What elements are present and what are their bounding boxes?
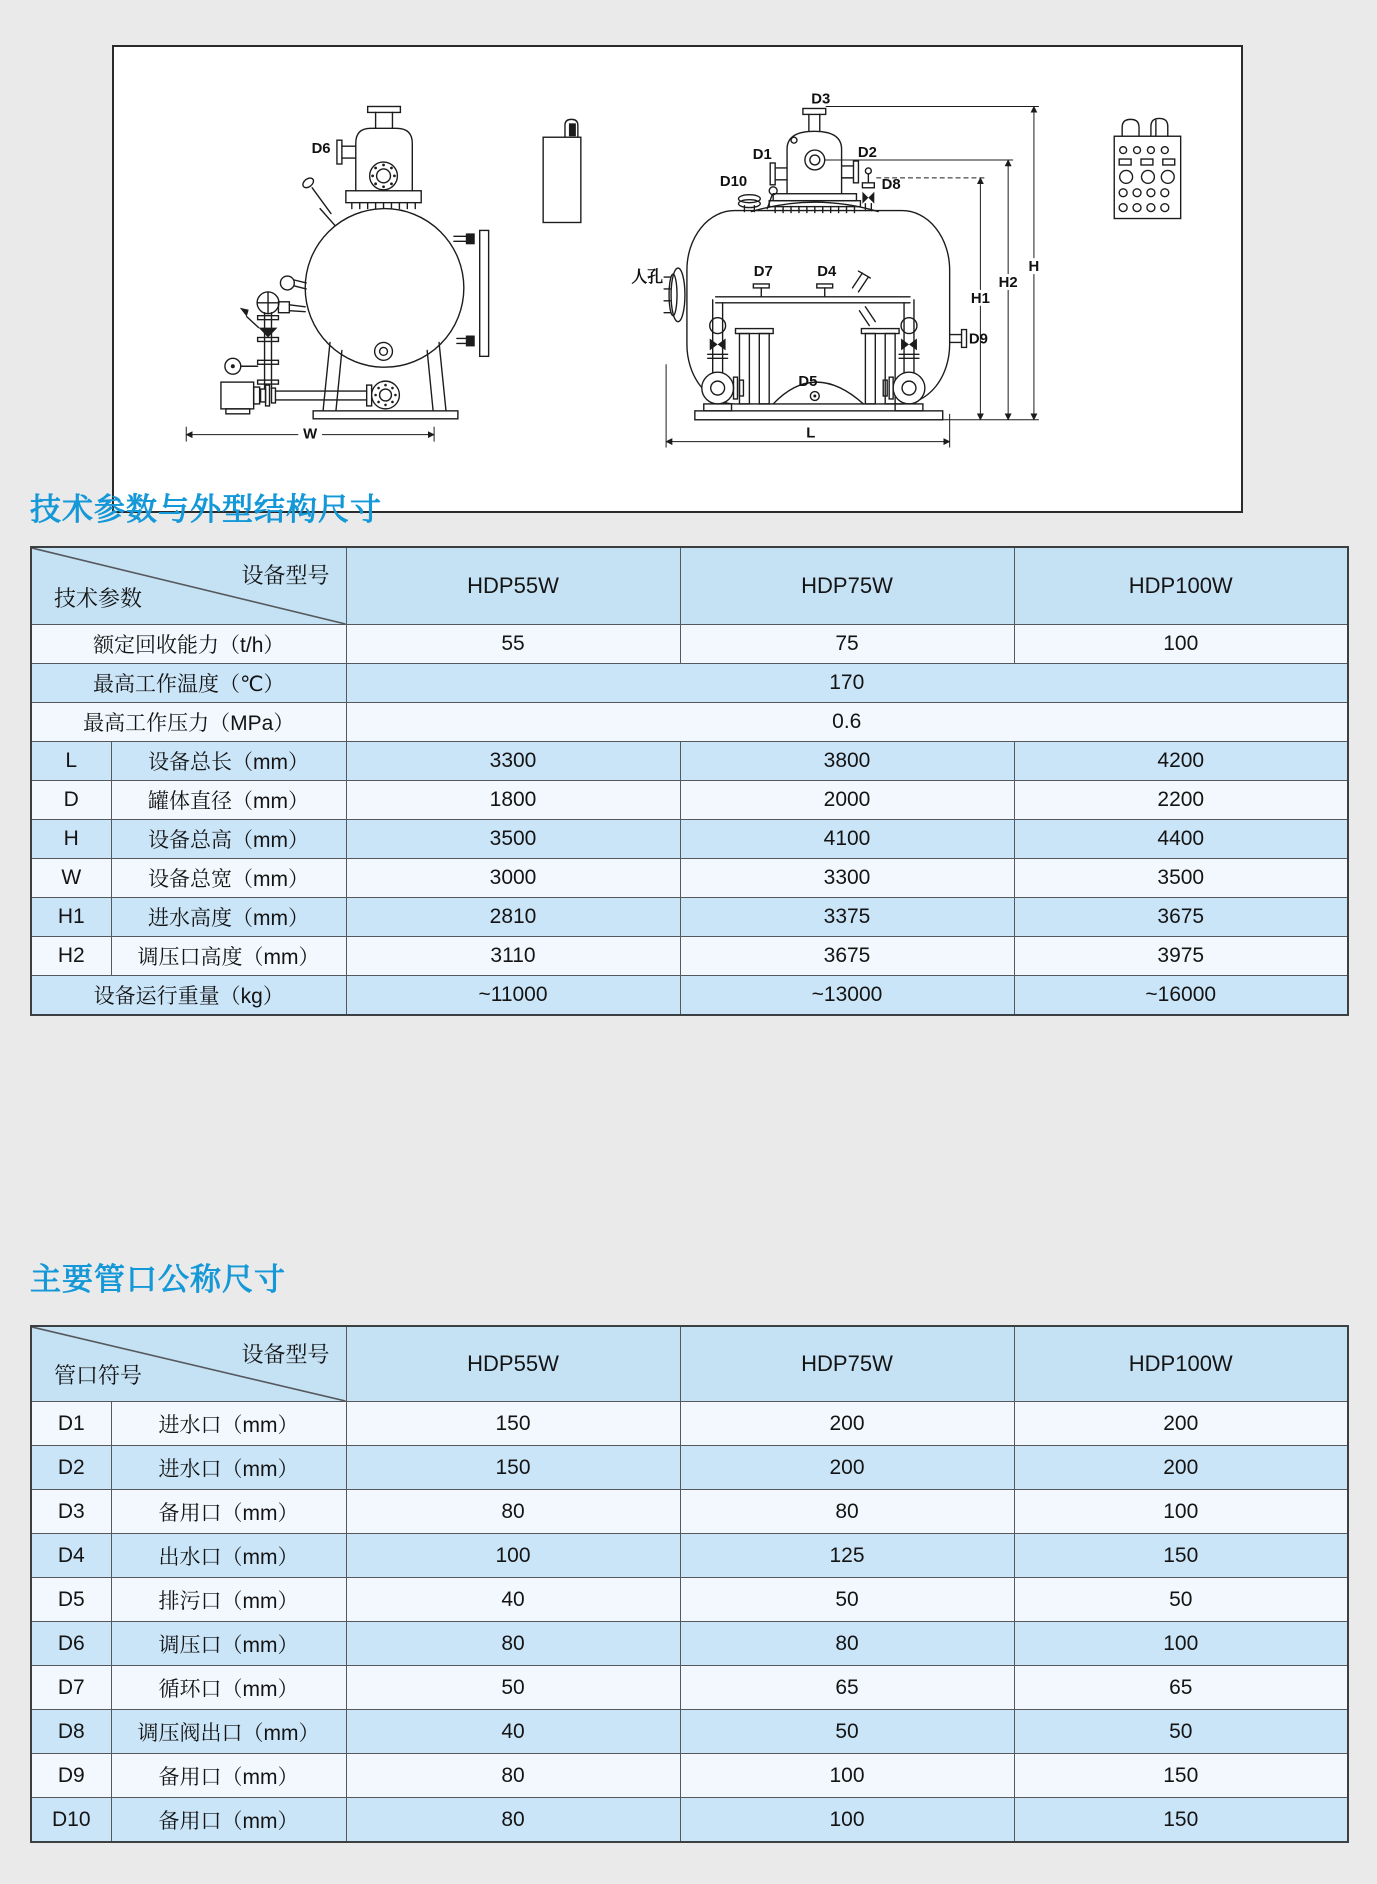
row-symbol: H2 bbox=[31, 937, 111, 976]
table-row bbox=[31, 976, 1348, 1016]
table-row bbox=[31, 703, 1348, 742]
table-header-corner bbox=[31, 547, 346, 625]
row-label: 调压口高度（mm） bbox=[111, 937, 346, 976]
table-header-row bbox=[31, 1326, 1348, 1402]
row-symbol: D7 bbox=[31, 1666, 111, 1710]
row-label: 备用口（mm） bbox=[111, 1754, 346, 1798]
row-value: 3975 bbox=[1014, 937, 1348, 976]
row-symbol: D10 bbox=[31, 1798, 111, 1843]
row-value-merged: 0.6 bbox=[346, 703, 1348, 742]
technical-drawing-panel bbox=[112, 45, 1243, 513]
model-column-header: HDP100W bbox=[1014, 547, 1348, 625]
row-value: 55 bbox=[346, 625, 680, 664]
row-value: 200 bbox=[1014, 1446, 1348, 1490]
row-label: 设备总长（mm） bbox=[111, 742, 346, 781]
row-symbol: W bbox=[31, 859, 111, 898]
row-symbol: D1 bbox=[31, 1402, 111, 1446]
row-label: 进水口（mm） bbox=[111, 1402, 346, 1446]
row-label: 备用口（mm） bbox=[111, 1490, 346, 1534]
table-header-row bbox=[31, 547, 1348, 625]
row-value: 100 bbox=[1014, 1622, 1348, 1666]
row-value: 1800 bbox=[346, 781, 680, 820]
table-row bbox=[31, 1402, 1348, 1446]
model-column-header: HDP75W bbox=[680, 547, 1014, 625]
row-value: 65 bbox=[680, 1666, 1014, 1710]
control-cabinet-side bbox=[543, 119, 581, 222]
row-value: 80 bbox=[346, 1754, 680, 1798]
label-dim-w: W bbox=[303, 426, 318, 443]
row-value: 80 bbox=[346, 1490, 680, 1534]
row-value: 150 bbox=[1014, 1754, 1348, 1798]
row-value: 50 bbox=[680, 1578, 1014, 1622]
row-value: 3300 bbox=[680, 859, 1014, 898]
row-value: 50 bbox=[1014, 1578, 1348, 1622]
row-symbol: D5 bbox=[31, 1578, 111, 1622]
row-label: 备用口（mm） bbox=[111, 1798, 346, 1843]
row-value: 150 bbox=[346, 1446, 680, 1490]
control-cabinet-front bbox=[1114, 118, 1180, 218]
row-value: 2200 bbox=[1014, 781, 1348, 820]
row-value: ~16000 bbox=[1014, 976, 1348, 1016]
table-row bbox=[31, 1534, 1348, 1578]
table-row bbox=[31, 859, 1348, 898]
row-value: 3800 bbox=[680, 742, 1014, 781]
row-label: 额定回收能力（t/h） bbox=[31, 625, 346, 664]
row-symbol: H bbox=[31, 820, 111, 859]
row-value: 100 bbox=[346, 1534, 680, 1578]
table-row bbox=[31, 1490, 1348, 1534]
table-row bbox=[31, 1578, 1348, 1622]
header-corner-port: 管口符号 bbox=[54, 1363, 143, 1388]
row-label: 设备总宽（mm） bbox=[111, 859, 346, 898]
row-value: ~13000 bbox=[680, 976, 1014, 1016]
row-value: 3675 bbox=[680, 937, 1014, 976]
label-dim-l: L bbox=[806, 425, 816, 442]
label-manhole: 人孔 bbox=[631, 268, 664, 286]
row-value: 40 bbox=[346, 1710, 680, 1754]
model-column-header: HDP55W bbox=[346, 547, 680, 625]
row-value: 3110 bbox=[346, 937, 680, 976]
spec-table bbox=[30, 546, 1349, 1016]
table-row bbox=[31, 781, 1348, 820]
row-value: 4100 bbox=[680, 820, 1014, 859]
row-value: 100 bbox=[1014, 625, 1348, 664]
row-value: 65 bbox=[1014, 1666, 1348, 1710]
table-row bbox=[31, 742, 1348, 781]
row-value: 80 bbox=[680, 1490, 1014, 1534]
row-label: 最高工作压力（MPa） bbox=[31, 703, 346, 742]
label-dim-h2: H2 bbox=[998, 274, 1018, 291]
row-symbol: D2 bbox=[31, 1446, 111, 1490]
row-value: 50 bbox=[680, 1710, 1014, 1754]
label-d8: D8 bbox=[881, 176, 901, 193]
label-d10: D10 bbox=[719, 173, 748, 190]
row-value: 100 bbox=[680, 1798, 1014, 1843]
row-value: 3500 bbox=[1014, 859, 1348, 898]
row-symbol: D bbox=[31, 781, 111, 820]
row-value: 100 bbox=[680, 1754, 1014, 1798]
table-row bbox=[31, 1710, 1348, 1754]
header-corner-model: 设备型号 bbox=[241, 1342, 330, 1367]
row-value: 3300 bbox=[346, 742, 680, 781]
header-corner-param: 技术参数 bbox=[54, 586, 143, 611]
row-value: 2810 bbox=[346, 898, 680, 937]
row-value: 200 bbox=[680, 1402, 1014, 1446]
row-value: 150 bbox=[1014, 1534, 1348, 1578]
section-title-specs: 技术参数与外型结构尺寸 bbox=[30, 492, 382, 527]
row-symbol: H1 bbox=[31, 898, 111, 937]
row-label: 调压口（mm） bbox=[111, 1622, 346, 1666]
equipment-line-drawing bbox=[114, 47, 1241, 511]
row-value: 4400 bbox=[1014, 820, 1348, 859]
table-row bbox=[31, 1446, 1348, 1490]
row-value: 40 bbox=[346, 1578, 680, 1622]
label-d4: D4 bbox=[817, 264, 837, 281]
ports-table bbox=[30, 1325, 1349, 1843]
model-column-header: HDP75W bbox=[680, 1326, 1014, 1402]
table-row bbox=[31, 1798, 1348, 1843]
row-label: 排污口（mm） bbox=[111, 1578, 346, 1622]
row-symbol: D6 bbox=[31, 1622, 111, 1666]
row-label: 最高工作温度（℃） bbox=[31, 664, 346, 703]
row-value: 4200 bbox=[1014, 742, 1348, 781]
row-symbol: D9 bbox=[31, 1754, 111, 1798]
row-value: 80 bbox=[680, 1622, 1014, 1666]
label-d2: D2 bbox=[857, 145, 877, 162]
row-value: 3500 bbox=[346, 820, 680, 859]
row-label: 循环口（mm） bbox=[111, 1666, 346, 1710]
tank-front-view bbox=[664, 108, 966, 419]
row-value: 50 bbox=[346, 1666, 680, 1710]
label-d6: D6 bbox=[311, 141, 331, 158]
row-value: 3375 bbox=[680, 898, 1014, 937]
label-d9: D9 bbox=[968, 331, 988, 348]
row-value: 50 bbox=[1014, 1710, 1348, 1754]
row-value: 2000 bbox=[680, 781, 1014, 820]
row-label: 调压阀出口（mm） bbox=[111, 1710, 346, 1754]
row-value: 80 bbox=[346, 1622, 680, 1666]
tank-end-view bbox=[221, 106, 489, 418]
row-value: 3000 bbox=[346, 859, 680, 898]
row-symbol: D4 bbox=[31, 1534, 111, 1578]
row-value: 150 bbox=[1014, 1798, 1348, 1843]
table-row bbox=[31, 898, 1348, 937]
row-value: 125 bbox=[680, 1534, 1014, 1578]
model-column-header: HDP100W bbox=[1014, 1326, 1348, 1402]
row-value: 100 bbox=[1014, 1490, 1348, 1534]
row-label: 进水口（mm） bbox=[111, 1446, 346, 1490]
row-symbol: D3 bbox=[31, 1490, 111, 1534]
model-column-header: HDP55W bbox=[346, 1326, 680, 1402]
table-row bbox=[31, 937, 1348, 976]
label-d7: D7 bbox=[753, 264, 773, 281]
table-row bbox=[31, 1666, 1348, 1710]
row-value: 150 bbox=[346, 1402, 680, 1446]
row-label: 设备运行重量（kg） bbox=[31, 976, 346, 1016]
table-row bbox=[31, 820, 1348, 859]
table-row bbox=[31, 625, 1348, 664]
row-value: 200 bbox=[1014, 1402, 1348, 1446]
label-d1: D1 bbox=[752, 147, 772, 164]
label-dim-h1: H1 bbox=[970, 290, 990, 307]
row-value: 75 bbox=[680, 625, 1014, 664]
table-row bbox=[31, 664, 1348, 703]
label-dim-h: H bbox=[1028, 259, 1040, 276]
table-row bbox=[31, 1622, 1348, 1666]
row-symbol: L bbox=[31, 742, 111, 781]
row-value: 3675 bbox=[1014, 898, 1348, 937]
row-value-merged: 170 bbox=[346, 664, 1348, 703]
row-label: 进水高度（mm） bbox=[111, 898, 346, 937]
drawing-labels bbox=[303, 92, 1039, 443]
header-corner-model: 设备型号 bbox=[241, 563, 330, 588]
section-title-ports: 主要管口公称尺寸 bbox=[30, 1262, 286, 1297]
label-d3: D3 bbox=[811, 91, 831, 108]
row-symbol: D8 bbox=[31, 1710, 111, 1754]
row-label: 出水口（mm） bbox=[111, 1534, 346, 1578]
row-value: 200 bbox=[680, 1446, 1014, 1490]
table-header-corner bbox=[31, 1326, 346, 1402]
row-value: ~11000 bbox=[346, 976, 680, 1016]
row-label: 罐体直径（mm） bbox=[111, 781, 346, 820]
row-value: 80 bbox=[346, 1798, 680, 1843]
label-d5: D5 bbox=[798, 374, 818, 391]
row-label: 设备总高（mm） bbox=[111, 820, 346, 859]
table-row bbox=[31, 1754, 1348, 1798]
